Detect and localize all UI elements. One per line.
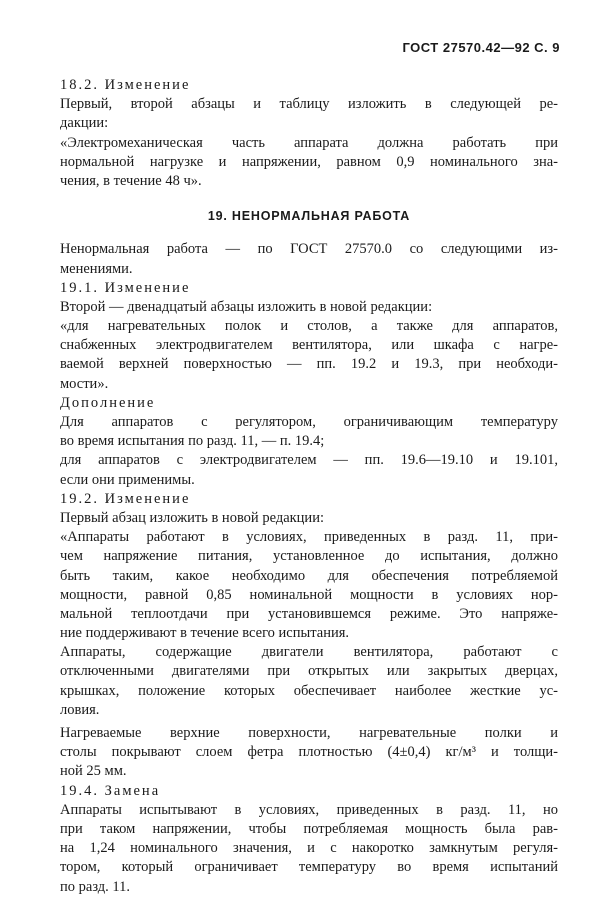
text-line: ловия.	[60, 701, 100, 718]
section-19-2-heading: 19.2. Изменение	[60, 490, 191, 507]
text-line: во время испытания по разд. 11, — п. 19.4;	[60, 433, 325, 450]
text-line: если они применимы.	[60, 471, 195, 488]
text-line: Нагреваемые верхние поверхности, нагревательные полки и	[60, 725, 558, 741]
text-line: мощности, равной 0,85 номинальной мощности в условиях нор-	[60, 586, 558, 603]
section-19-title: 19. НЕНОРМАЛЬНАЯ РАБОТА	[207, 209, 411, 224]
page-header: ГОСТ 27570.42—92 С. 9	[402, 40, 560, 55]
text-line: мости».	[60, 375, 109, 392]
text-line: нормальной нагрузке и напряжении, равном 0,9 номинального зна-	[60, 153, 558, 170]
text-line: ваемой верхней поверхностью — пп. 19.2 и 19.3, при необходи-	[60, 356, 558, 373]
text-line: ние поддерживают в течение всего испытания.	[60, 625, 350, 642]
text-line: Для аппаратов с регулятором, ограничивающим температуру	[60, 414, 558, 430]
text-line: «Электромеханическая часть аппарата должна работать при	[60, 134, 558, 151]
text-line: чения, в течение 48 ч».	[60, 172, 202, 189]
text-line: чем напряжение питания, установленное до испытания, должно	[60, 548, 558, 565]
text-line: менениями.	[60, 260, 133, 277]
section-19-4-heading: 19.4. Замена	[60, 782, 161, 799]
text-line: Второй — двенадцатый абзацы изложить в новой редакции:	[60, 298, 433, 315]
text-line: по разд. 11.	[60, 878, 131, 895]
text-line: ной 25 мм.	[60, 763, 127, 780]
text-line: Аппараты, содержащие двигатели вентилятора, работают с	[60, 644, 558, 661]
text-line: Аппараты испытывают в условиях, приведенных в разд. 11, но	[60, 801, 558, 818]
text-line: мальной теплоотдачи при установившемся режиме. Это напряже-	[60, 605, 558, 622]
section-18-2-heading: 18.2. Изменение	[60, 77, 191, 93]
text-line: «для нагревательных полок и столов, а также для аппаратов,	[60, 318, 558, 335]
addition-heading: Дополнение	[60, 394, 156, 411]
text-line: отключенными двигателями при открытых или закрытых дверцах,	[60, 663, 558, 680]
text-line: снабженных электродвигателем вентилятора, или шкафа с нагре-	[60, 337, 558, 354]
text-line: Первый абзац изложить в новой редакции:	[60, 509, 324, 526]
text-line: Ненормальная работа — по ГОСТ 27570.0 со следующими из-	[60, 241, 558, 258]
text-line: крышках, положение которых обеспечивает наиболее жесткие ус-	[60, 682, 558, 699]
document-body	[60, 76, 558, 897]
text-line: при таком напряжении, чтобы потребляемая мощность была рав-	[60, 820, 558, 837]
text-line: для аппаратов с электродвигателем — пп. 19.6—19.10 и 19.101,	[60, 452, 558, 469]
text-line: «Аппараты работают в условиях, приведенных в разд. 11, при-	[60, 529, 558, 546]
text-line: на 1,24 номинального значения, и с накоротко замкнутым регуля-	[60, 840, 558, 857]
text-line: Первый, второй абзацы и таблицу изложить в следующей ре-	[60, 96, 558, 113]
text-line: столы покрывают слоем фетра плотностью (4±0,4) кг/м³ и толщи-	[60, 744, 558, 761]
section-19-1-heading: 19.1. Изменение	[60, 279, 191, 296]
text-line: дакции:	[60, 115, 109, 132]
text-line: тором, который ограничивает температуру во время испытаний	[60, 859, 558, 876]
text-line: быть таким, какое необходимо для обеспечения потребляемой	[60, 567, 558, 584]
